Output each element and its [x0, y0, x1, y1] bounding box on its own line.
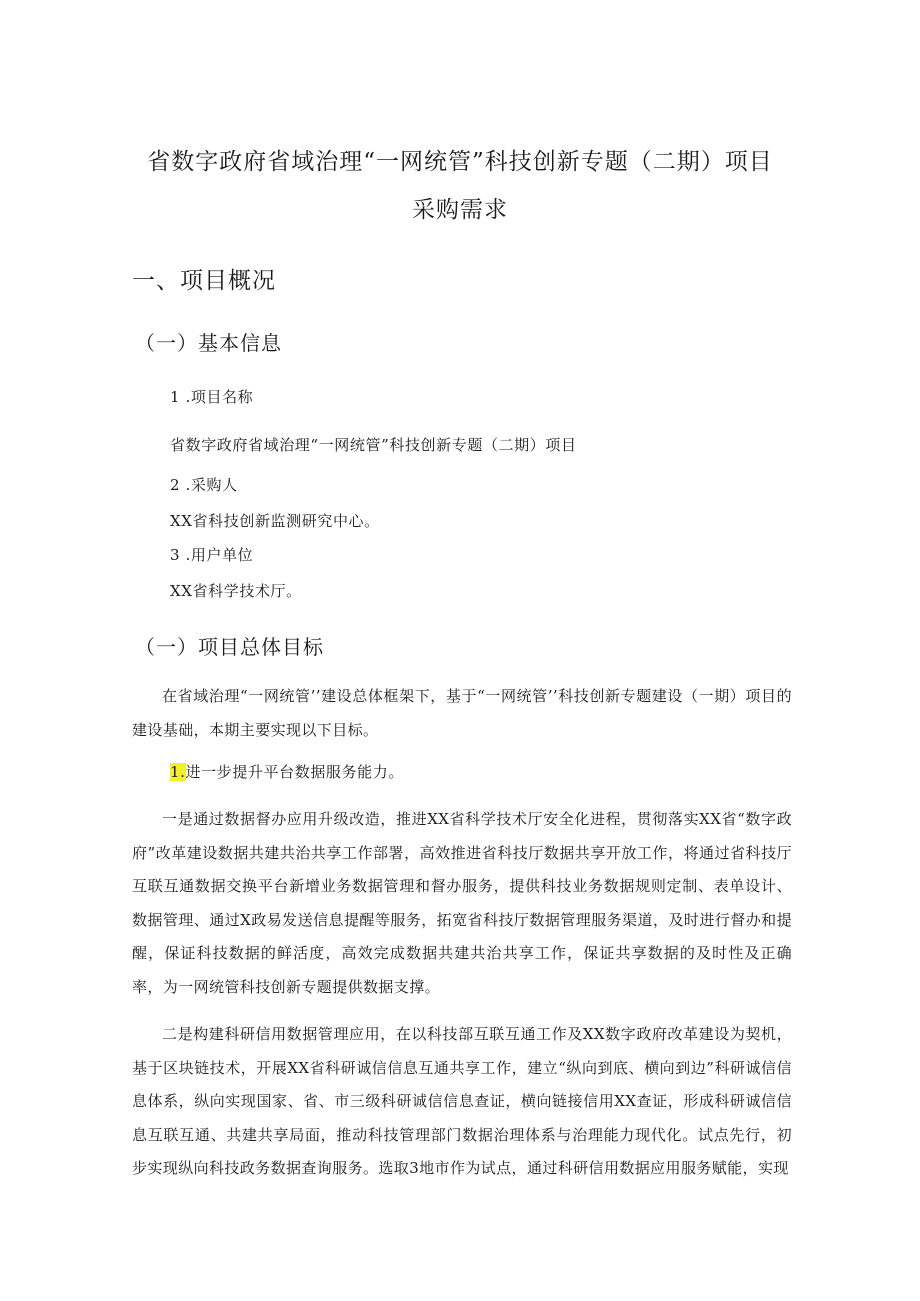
- item-label-user-unit: 3 .用户单位: [170, 546, 254, 564]
- subsection-heading-overall-goal: （一）项目总体目标: [135, 635, 324, 659]
- goal-text: 进一步提升平台数据服务能力。: [185, 763, 404, 781]
- section-heading-project-overview: 一、项目概况: [132, 268, 276, 294]
- item-value-project-name: 省数字政府省域治理“一网统管”科技创新专题（二期）项目: [170, 436, 577, 454]
- goal-number-highlight: 1.: [170, 763, 186, 781]
- body-paragraph-two: 二是构建科研信用数据管理应用，在以科技部互联互通工作及XX数字政府改革建设为契机，基于区块链技术，开展XX省科研诚信信息互通共享工作，建立“纵向到底、横向到边”科研诚信信息体系，纵向实现国家、省、市三级科研诚信信息查证，横向链接信用XX查证，形成科研诚信信息互联互通、共建共享局面，推动科技管理部门数据治理体系与治理能力现代化。试点先行，初步实现纵向科技政务数据查询服务。选取3地市作为试点，通过科研信用数据应用服务赋能，实现: [132, 1025, 792, 1177]
- item-value-user-unit: XX省科学技术厅。: [170, 582, 302, 600]
- document-title-line2: 采购需求: [412, 197, 508, 223]
- intro-paragraph: 在省域治理“一网统管’’建设总体框架下，基于“一网统管’’科技创新专题建设（一期）项目的建设基础，本期主要实现以下目标。: [132, 687, 792, 739]
- subsection-heading-basic-info: （一）基本信息: [135, 331, 282, 355]
- item-label-purchaser: 2 .采购人: [170, 476, 238, 494]
- document-title-line1: 省数字政府省域治理“一网统管”科技创新专题（二期）项目: [147, 149, 773, 175]
- item-label-project-name: 1 .项目名称: [170, 388, 254, 406]
- body-paragraph-one: 一是通过数据督办应用升级改造，推进XX省科学技术厅安全化进程，贯彻落实XX省“数字政府”改革建设数据共建共治共享工作部署，高效推进省科技厅数据共享开放工作，将通过省科技厅互联互通数据交换平台新增业务数据管理和督办服务，提供科技业务数据规则定制、表单设计、数据管理、通过X政易发送信息提醒等服务，拓宽省科技厅数据管理服务渠道，及时进行督办和提醒，保证科技数据的鲜活度，高效完成数据共建共治共享工作，保证共享数据的及时性及正确率，为一网统管科技创新专题提供数据支撑。: [132, 810, 792, 996]
- item-value-purchaser: XX省科技创新监测研究中心。: [170, 512, 380, 530]
- goal-item-1: [170, 761, 404, 782]
